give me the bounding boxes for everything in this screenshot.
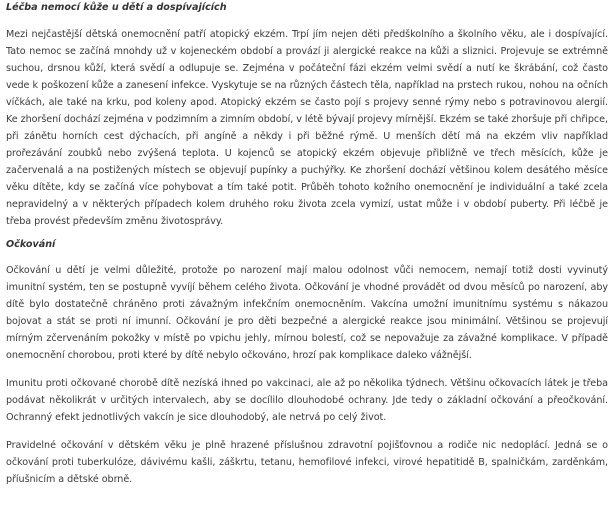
- section-heading-skin-treatment: Léčba nemocí kůže u dětí a dospívajících: [6, 2, 227, 13]
- paragraph-regular-vaccination: Pravidelné očkování v dětském věku je plně hrazené příslušnou zdravotní pojišťovnou a rodiče nic nedoplácí. Jedná se o očkování proti tuberkulóze, dávivému kašli, záškrtu, tetanu, hemofilové infekci, virové hepatitidě B, spalničkám, zarděnkám, příušnicím a dětské obrně.: [6, 440, 608, 485]
- paragraph-immunity: Imunitu proti očkované chorobě dítě nezíská ihned po vakcinaci, ale až po několika týdnech. Většinu očkovacích látek je třeba podávat několikrát v určitých intervalech, aby se docílilo dlouhodobé ochrany. Jde tedy o základní očkování a přeočkování. Ochranný efekt jednotlivých vakcín je sice dlouhodobý, ale netrvá po celý život.: [6, 378, 608, 423]
- paragraph-vaccination-importance: Očkování u dětí je velmi důležité, protože po narození mají malou odolnost vůči nemocem, nemají totiž dosti vyvinutý imunitní systém, ten se postupně vyvíjí během celého života. Očkování je vhodné provádět od dvou měsíců po narození, aby dítě bylo dostatečně chráněno proti závažným infekčním onemocněním. Vakcína umožní imunitnímu systému s nákazou bojovat a stát se proti ní imunní. Očkování je pro děti bezpečné a alergické reakce jsou minimální. Většinou se projevují mírným zčervenáním pokožky v místě po vpichu jehly, mírnou bolestí, což se nepovažuje za závažné komplikace. V případě onemocnění chorobou, proti které by dítě nebylo očkováno, hrozí pak komplikace daleko vážnější.: [6, 265, 608, 361]
- paragraph-atopic-eczema: Mezi nejčastější dětská onemocnění patří atopický ekzém. Trpí jím nejen děti předškolního a školního věku, ale i dospívající. Tato nemoc se začíná mnohdy už v kojeneckém období a provází ji alergické reakce na kůži a sliznici. Projevuje se extrémně suchou, drsnou kůží, která svědí a odlupuje se. Zejména v počáteční fázi ekzém velmi svědí a nutí ke škrábání, což často vede k poškození kůže a zanesení infekce. Vyskytuje se na různých částech těla, například na prstech rukou, nohou na očních víčkách, ale také na krku, pod koleny apod. Atopický ekzém se často pojí s projevy senné rýmy nebo s potravinovou alergií. Ke zhoršení dochází zejména v podzimním a zimním období, v létě bývají projevy mírnější. Ekzém se také zhoršuje při chřipce, při zánětu horních cest dýchacích, při angíně a někdy i při běžné rýmě. U menších dětí má na ekzém vliv například prořezávání zoubků nebo zvýšená teplota. U kojenců se atopický ekzém objevuje přibližně ve třech měsících, kůže je začervenalá a na postižených místech se objevují pupínky a puchýřky. Ke zhoršení dochází většinou kolem desátého měsíce věku dítěte, kdy se začíná více pohybovat a tím také potit. Průběh tohoto kožního onemocnění je individuální a také zcela nepravidelný a v některých případech kolem druhého roku života zcela vymizí, ustat může i v období puberty. Při léčbě je třeba provést především změnu životosprávy.: [6, 29, 608, 227]
- section-heading-vaccination: Očkování: [6, 239, 56, 250]
